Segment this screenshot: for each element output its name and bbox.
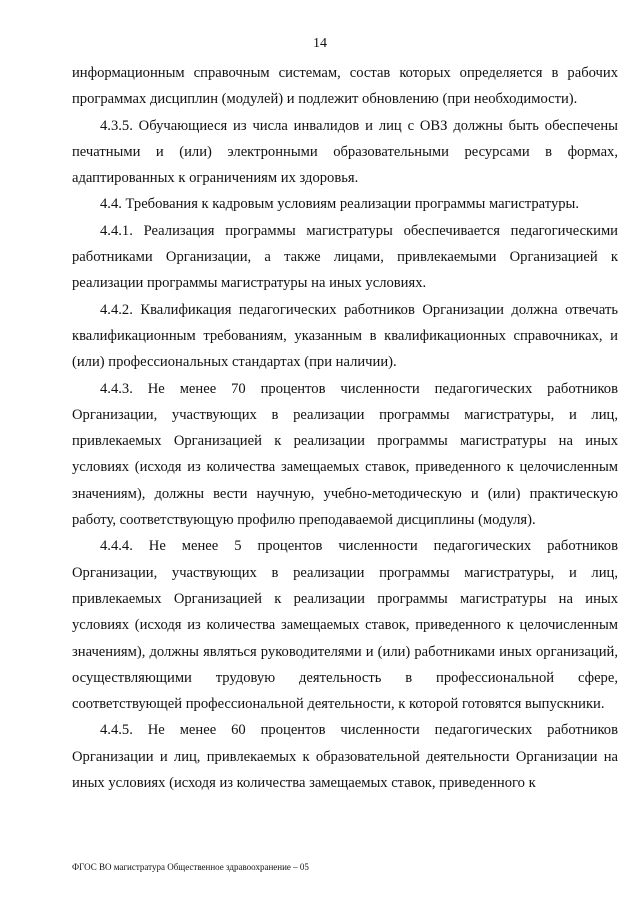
page-footer: ФГОС ВО магистратура Общественное здравоохранение – 05 [72,862,309,872]
paragraph-4-4-3: 4.4.3. Не менее 70 процентов численности педагогических работников Организации, участвующих в реализации программы магистратуры, и лиц, привлекаемых Организацией к реализации программы магистратуры на иных условиях (исходя из количества замещаемых ставок, приведенного к целочисленным значениям), должны вести научную, учебно-методическую и (или) практическую работу, соответствующую профилю преподаваемой дисциплины (модуля). [72,380,618,529]
paragraph-4-4-5: 4.4.5. Не менее 60 процентов численности педагогических работников Организации и лиц, привлекаемых к образовательной деятельности Организации на иных условиях (исходя из количества замещаемых ставок, приведенного к [72,722,618,792]
body-text [72,60,618,796]
paragraph-4-4-2: 4.4.2. Квалификация педагогических работников Организации должна отвечать квалификационным требованиям, указанным в квалификационных справочниках, и (или) профессиональных стандартах (при наличии). [72,301,618,371]
page-number: 14 [313,36,327,51]
paragraph-4-4: 4.4. Требования к кадровым условиям реализации программы магистратуры. [100,196,580,213]
paragraph-4-3-5: 4.3.5. Обучающиеся из числа инвалидов и лиц с ОВЗ должны быть обеспечены печатными и (или) электронными образовательными ресурсами в формах, адаптированных к ограничениям их здоровья. [72,117,618,187]
paragraph-4-4-1: 4.4.1. Реализация программы магистратуры обеспечивается педагогическими работниками Организации, а также лицами, привлекаемыми Организацией к реализации программы магистратуры на иных условиях. [72,222,618,292]
paragraph-4-4-4: 4.4.4. Не менее 5 процентов численности педагогических работников Организации, участвующих в реализации программы магистратуры, и лиц, привлекаемых Организацией к реализации программы магистратуры на иных условиях (исходя из количества замещаемых ставок, приведенного к целочисленным значениям), должны являться руководителями и (или) работниками иных организаций, осуществляющими трудовую деятельность в профессиональной сфере, соответствующей профессиональной деятельности, к которой готовятся выпускники. [72,538,618,713]
paragraph-continuation: информационным справочным системам, состав которых определяется в рабочих программах дисциплин (модулей) и подлежит обновлению (при необходимости). [72,65,618,108]
